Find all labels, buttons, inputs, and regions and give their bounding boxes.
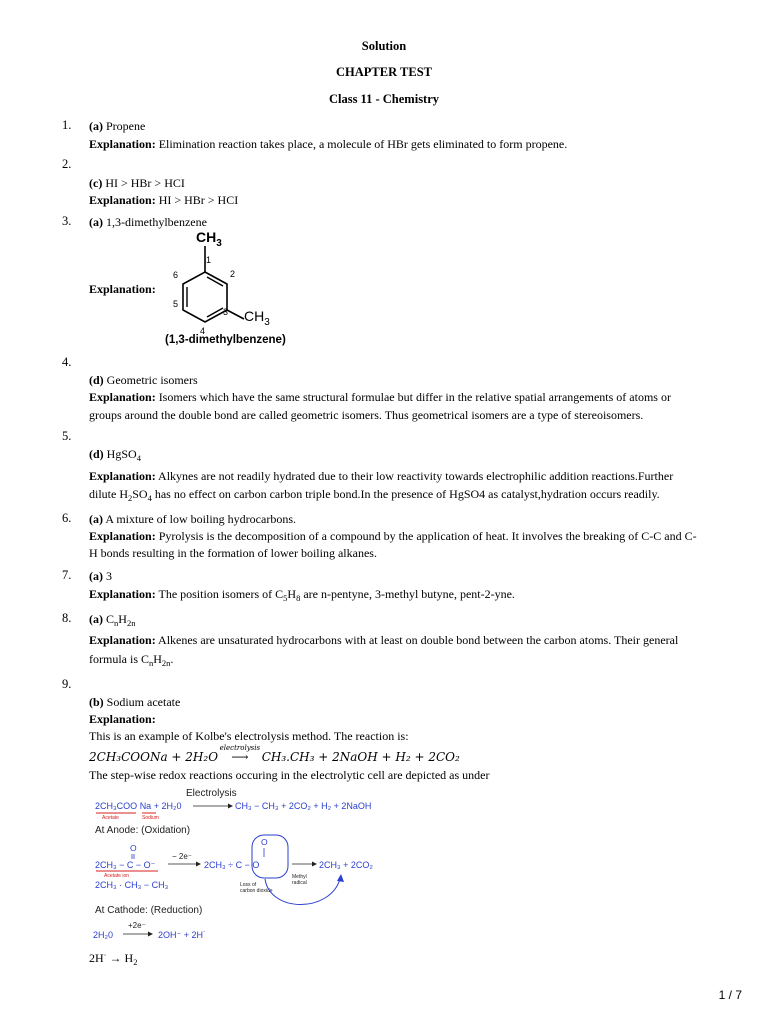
answer-line <box>89 174 185 192</box>
explanation-line <box>89 710 156 728</box>
explanation-text: Isomers which have the same structural formulae but differ in the relative spatial arrangements of atoms or <box>158 390 671 404</box>
answer-option: (d) <box>89 373 104 387</box>
methyl-group-side: $CH_3$ <box>244 308 270 328</box>
answer-line <box>89 567 112 585</box>
reaction-2-lhs: 2CH₃ − C − O⁻ <box>95 860 156 870</box>
answer-text: 1,3-dimethylbenzene <box>106 215 207 229</box>
reaction-1-lhs: 2CH₃COO Na + 2H₂0 <box>95 801 182 811</box>
explanation-line <box>89 191 238 209</box>
answer-line <box>89 117 145 135</box>
answer-line <box>89 445 141 463</box>
answer-text: $C_nH_{2n}$ <box>106 612 136 628</box>
question-number: 8. <box>62 611 72 625</box>
explanation-text: Elimination reaction takes place, a molecule of HBr gets eliminated to form propene. <box>158 137 568 151</box>
explanation-text: Alkynes are not readily hydrated due to their low reactivity towards electrophilic addition reactions.Further <box>158 469 674 483</box>
explanation-label: Explanation: <box>89 712 156 726</box>
position-label: 3 <box>223 307 229 317</box>
explanation-line <box>89 467 673 485</box>
kolbe-equation: 2CH₃COONa + 2H₂O electrolysis ⟶ CH₃.CH₃ + 2NaOH + H₂ + 2CO₂ <box>89 744 460 764</box>
answer-option: (d) <box>89 447 104 461</box>
reaction-4-lhs: 2H₂0 <box>93 930 114 940</box>
explanation-text: Pyrolysis is the decomposition of a compound by the application of heat. It involves the breaking of C-C and C- <box>158 529 697 543</box>
minus-2e-label: − 2e⁻ <box>172 852 193 861</box>
answer-line <box>89 610 135 628</box>
label-radical: radical <box>292 880 307 886</box>
answer-option: (a) <box>89 612 103 626</box>
reaction-2-mid: 2CH₃ ÷ C − O <box>204 860 260 870</box>
answer-text: A mixture of low boiling hydrocarbons. <box>105 512 296 526</box>
position-label: 6 <box>173 270 179 280</box>
explanation-line <box>89 527 697 545</box>
explanation-text: HI > HBr > HCI <box>158 193 239 207</box>
reaction-3: 2CH₃ · CH₃ − CH₃ <box>95 880 169 890</box>
reaction-1-rhs: CH₃ − CH₃ + 2CO₂ + H₂ + 2NaOH <box>235 801 372 811</box>
explanation-label: Explanation: <box>89 633 156 647</box>
label-acetate: Acetate <box>102 815 119 821</box>
anode-label: At Anode: (Oxidation) <box>95 825 191 836</box>
header-solution: Solution <box>361 39 407 53</box>
explanation-text-continued: formula is $C_nH_{2n}$. <box>89 652 174 668</box>
position-label: 4 <box>200 326 206 336</box>
question-number: 5. <box>62 429 72 443</box>
explanation-line <box>89 280 156 298</box>
explanation-line <box>89 388 671 406</box>
question-number: 6. <box>62 511 72 525</box>
dimethylbenzene-structure <box>160 226 310 348</box>
svg-text:O: O <box>261 837 268 847</box>
answer-text: HgSO$_4$ <box>106 447 141 463</box>
answer-option: (a) <box>89 512 103 526</box>
explanation-text-continued: dilute $H_2SO_4$ has no effect on carbon carbon triple bond.In the presence of HgSO4 as catalyst,hydration occurs readily. <box>89 487 660 503</box>
answer-text: Geometric isomers <box>106 373 198 387</box>
label-loss-2: carbon dioxide <box>240 888 273 894</box>
plus-2e-label: +2e⁻ <box>128 921 146 930</box>
electrolysis-label: Electrolysis <box>186 788 237 799</box>
explanation-line <box>89 585 515 603</box>
question-number: 1. <box>62 118 72 132</box>
answer-text: HI > HBr > HCI <box>105 176 185 190</box>
answer-option: (a) <box>89 119 103 133</box>
explanation-text: The position isomers of $C_5H_8$ are n-pentyne, 3-methyl butyne, pent-2-yne. <box>158 587 515 603</box>
position-label: 5 <box>173 299 179 309</box>
explanation-label: Explanation: <box>89 469 156 483</box>
answer-option: (b) <box>89 695 104 709</box>
cathode-label: At Cathode: (Reduction) <box>95 905 203 916</box>
explanation-label: Explanation: <box>89 137 156 151</box>
explanation-label: Explanation: <box>89 282 156 296</box>
header-chapter-test: CHAPTER TEST <box>336 65 432 79</box>
reaction-2-rhs: 2CH₃ + 2CO₂ <box>319 860 373 870</box>
explanation-text: Alkenes are unsaturated hydrocarbons with at least on double bond between the carbon atoms. Their general <box>158 633 679 647</box>
position-label: 2 <box>230 269 236 279</box>
methyl-group-top: $CH_3$ <box>196 229 222 249</box>
equation-arrow: electrolysis ⟶ <box>219 744 261 764</box>
answer-option: (c) <box>89 176 103 190</box>
explanation-label: Explanation: <box>89 390 156 404</box>
answer-option: (a) <box>89 569 103 583</box>
answer-option: (a) <box>89 215 103 229</box>
explanation-label: Explanation: <box>89 587 156 601</box>
answer-text: 3 <box>106 569 112 583</box>
explanation-line <box>89 135 567 153</box>
question-number: 2. <box>62 157 72 171</box>
reaction-4-rhs: 2OH⁻ + 2H˙ <box>158 930 207 940</box>
explanation-label: Explanation: <box>89 193 156 207</box>
question-number: 3. <box>62 214 72 228</box>
label-loss: Loss of <box>240 882 257 888</box>
explanation-text-continued: groups around the double bond are called geometric isomers. Thus geometrical isomers are a type of stereoisomers. <box>89 408 644 422</box>
explanation-line <box>89 631 678 649</box>
question-number: 7. <box>62 568 72 582</box>
explanation-text: The step-wise redox reactions occuring in the electrolytic cell are depicted as under <box>89 768 490 782</box>
final-reaction: $2H^\cdot \to H_2$ <box>89 950 138 967</box>
answer-line <box>89 510 296 528</box>
header-class: Class 11 - Chemistry <box>328 92 440 106</box>
oxygen-label: O <box>130 843 137 853</box>
answer-line <box>89 693 180 711</box>
label-sodium: Sodium <box>142 815 159 821</box>
label-acetate-ion: Acetate ion <box>104 873 130 879</box>
explanation-text-continued: H bonds resulting in the formation of lower boiling alkanes. <box>89 546 377 560</box>
explanation-label: Explanation: <box>89 529 156 543</box>
redox-scheme-diagram <box>90 785 420 945</box>
explanation-text: This is an example of Kolbe's electrolysis method. The reaction is: <box>89 729 409 743</box>
page-number: 1 / 7 <box>718 988 742 1002</box>
structure-caption: (1,3-dimethylbenzene) <box>165 334 286 346</box>
label-methyl: Methyl <box>292 874 307 880</box>
position-label: 1 <box>206 255 212 265</box>
answer-text: Sodium acetate <box>106 695 181 709</box>
answer-line <box>89 371 198 389</box>
answer-text: Propene <box>106 119 146 133</box>
question-number: 4. <box>62 355 72 369</box>
question-number: 9. <box>62 677 72 691</box>
